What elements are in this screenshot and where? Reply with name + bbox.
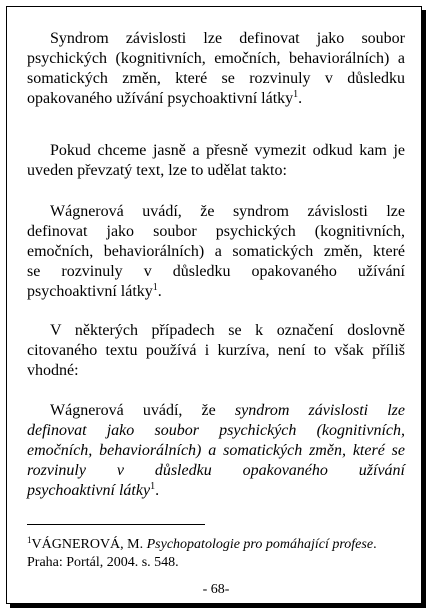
paragraph-citation-example — [27, 202, 405, 302]
text-segment: . — [373, 537, 377, 552]
text-line — [27, 141, 405, 161]
footnote-line — [27, 554, 405, 572]
text-segment: definovat jako soubor psychických (kognitivních, — [27, 223, 405, 240]
text-segment: Wágnerová uvádí, že — [50, 402, 235, 419]
text-segment: V některých případech se k označení doslovně — [50, 322, 405, 339]
text-segment: emočních, behaviorálních) a somatických změn, které — [27, 243, 405, 260]
text-segment: vhodné: — [27, 362, 79, 379]
text-line — [27, 481, 405, 501]
text-segment: . — [298, 90, 303, 107]
text-line — [27, 341, 405, 361]
text-segment: . — [157, 283, 162, 300]
paragraph-definition — [27, 29, 405, 109]
text-line — [27, 49, 405, 69]
paragraph-italic-example — [27, 401, 405, 501]
footnote-number: 1 — [27, 535, 32, 545]
italic-quote: syndrom závislosti lze — [234, 402, 406, 419]
footnote-separator — [27, 524, 205, 525]
text-line — [27, 401, 405, 421]
text-line — [27, 69, 405, 89]
page-number: - 68- — [202, 582, 230, 597]
text-line — [27, 321, 405, 341]
italic-quote: definovat jako soubor psychických (kognitivních, — [27, 422, 405, 439]
text-segment: citovaného textu používá i kurzíva, není to však příliš — [27, 342, 405, 359]
italic-quote: rozvinuly v důsledku opakovaného užívání — [27, 462, 405, 479]
text-segment: psychických (kognitivních, emočních, behaviorálních) a — [27, 50, 405, 67]
footnote-publisher: Praha: Portál, 2004. s. 548. — [27, 555, 179, 570]
text-line — [27, 282, 405, 302]
text-line — [27, 202, 405, 222]
italic-quote: psychoaktivní látky — [27, 482, 151, 499]
text-line — [27, 29, 405, 49]
footnote-reference: 1 — [150, 481, 156, 492]
text-segment: Syndrom závislosti lze definovat jako soubor — [50, 30, 405, 47]
paragraph-citation-intro — [27, 141, 405, 181]
text-segment: opakovaného užívání psychoaktivní látky — [27, 90, 294, 107]
footnote-reference: 1 — [293, 89, 299, 100]
text-line — [27, 222, 405, 242]
text-line — [27, 89, 405, 109]
text-segment: Pokud chceme jasně a přesně vymezit odkud kam je — [50, 142, 405, 159]
text-segment: psychoaktivní látky — [27, 283, 153, 300]
text-line — [27, 361, 405, 381]
footnote-author: VÁGNEROVÁ, M. — [31, 537, 147, 552]
text-segment: uveden převzatý text, lze to udělat takto: — [27, 162, 287, 179]
text-line — [27, 161, 405, 181]
footnote-title: Psychopatologie pro pomáhající profese — [146, 537, 374, 552]
text-line — [27, 262, 405, 282]
italic-quote: emočních, behaviorálních) a somatických změn, které se — [27, 442, 405, 459]
footnote-reference: 1 — [152, 282, 158, 293]
paragraph-italic-note — [27, 321, 405, 381]
text-segment: somatických změn, které se rozvinuly v důsledku — [27, 70, 405, 87]
text-line — [27, 461, 405, 481]
text-line — [27, 242, 405, 262]
text-line — [27, 421, 405, 441]
text-line — [27, 441, 405, 461]
footnote — [27, 536, 405, 572]
text-segment: Wágnerová uvádí, že syndrom závislosti lze — [50, 203, 405, 220]
text-segment: . — [155, 482, 160, 499]
text-segment: se rozvinuly v důsledku opakovaného užívání — [27, 263, 405, 280]
footnote-line — [27, 536, 405, 554]
